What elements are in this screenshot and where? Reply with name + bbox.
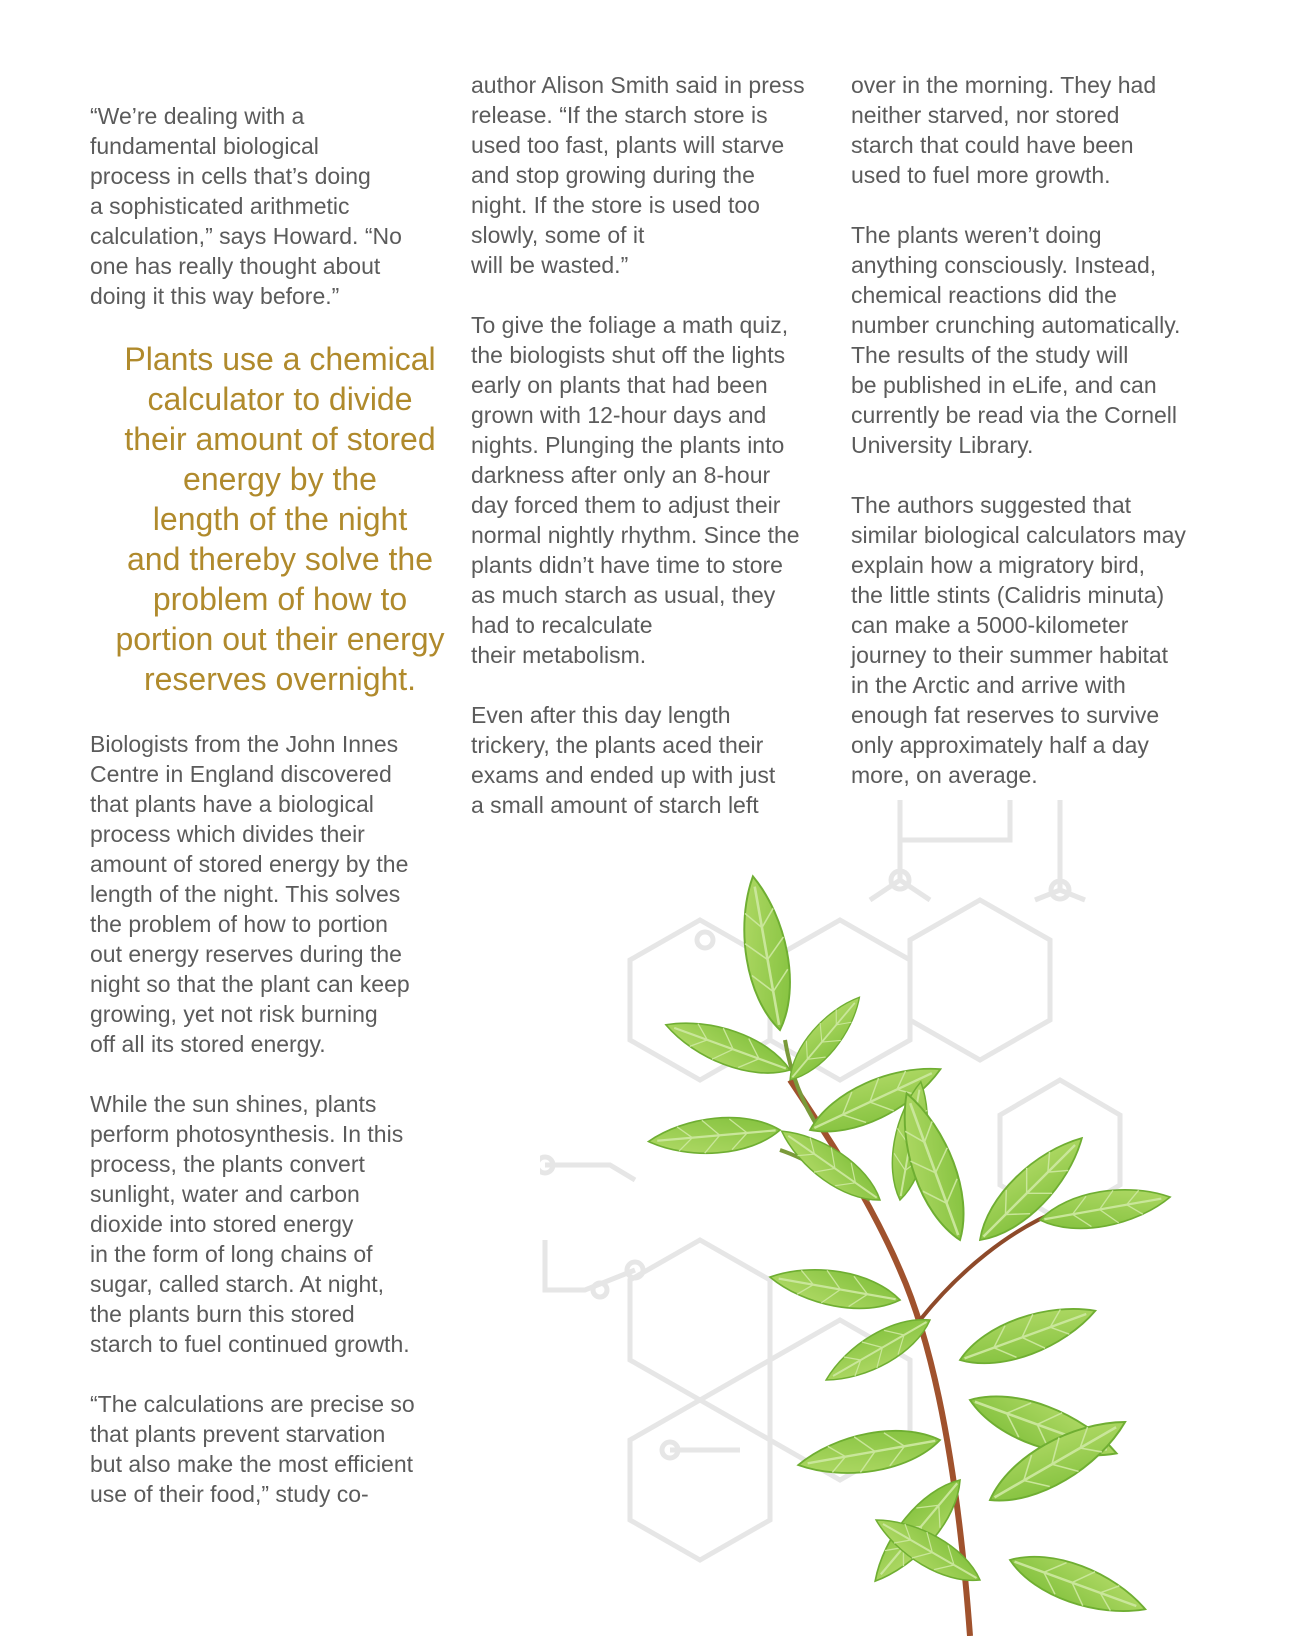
paragraph-biologists: Biologists from the John Innes Centre in England discovered that plants have a biological process which divides their amount of stored energy by the length of the night. This solves the problem of how to portion out energy reserves during the night so that the plant can keep growing, yet not risk burning off all its stored energy.: [90, 731, 410, 1057]
column-1: [90, 101, 470, 1509]
paragraph-migratory-bird: The authors suggested that similar biological calculators may explain how a migratory bird, the little stints (Calidris minuta) can make a 5000-kilometer journey to their summer habitat in the Arctic and arrive with enough fat reserves to survive only approximately half a day more, on average.: [851, 492, 1186, 788]
paragraph-trickery: Even after this day length trickery, the plants aced their exams and ended up with just a small amount of starch left: [471, 702, 776, 818]
paragraph-photosynthesis: While the sun shines, plants perform photosynthesis. In this process, the plants convert sunlight, water and carbon dioxide into stored energy in the form of long chains of sugar, called starch. At night, the plants burn this stored starch to fuel continued growth.: [90, 1091, 410, 1357]
paragraph-eLife: The plants weren’t doing anything consciously. Instead, chemical reactions did the number crunching automatically. The results of the study will be published in eLife, and can currently be read via the Cornell University Library.: [851, 222, 1181, 458]
paragraph-morning: over in the morning. They had neither starved, nor stored starch that could have been used to fuel more growth.: [851, 72, 1157, 188]
paragraph-math-quiz: To give the foliage a math quiz, the biologists shut off the lights early on plants that had been grown with 12-hour days and nights. Plunging the plants into darkness after only an 8-hour day forced them to adjust their normal nightly rhythm. Since the plants didn’t have time to store as much starch as usual, they had to recalculate their metabolism.: [471, 312, 800, 668]
rose-leaf-branch-icon: [540, 800, 1302, 1636]
paragraph-calculations-quote: “The calculations are precise so that plants prevent starvation but also make the most efficient use of their food,” study co-: [90, 1391, 415, 1507]
column-2: [471, 70, 846, 820]
paragraph-smith-quote: author Alison Smith said in press release. “If the starch store is used too fast, plants will starve and stop growing during the night. If the store is used too slowly, some of it will be wasted.”: [471, 72, 805, 278]
pull-quote: Plants use a chemical calculator to divide their amount of stored energy by the length of the night and thereby solve the problem of how to portion out their energy reserves overnight.: [115, 341, 445, 697]
paragraph-howard-quote: “We’re dealing with a fundamental biological process in cells that’s doing a sophisticated arithmetic calculation,” says Howard. “No one has really thought about doing it this way before.”: [90, 103, 402, 309]
column-3: [851, 70, 1251, 790]
